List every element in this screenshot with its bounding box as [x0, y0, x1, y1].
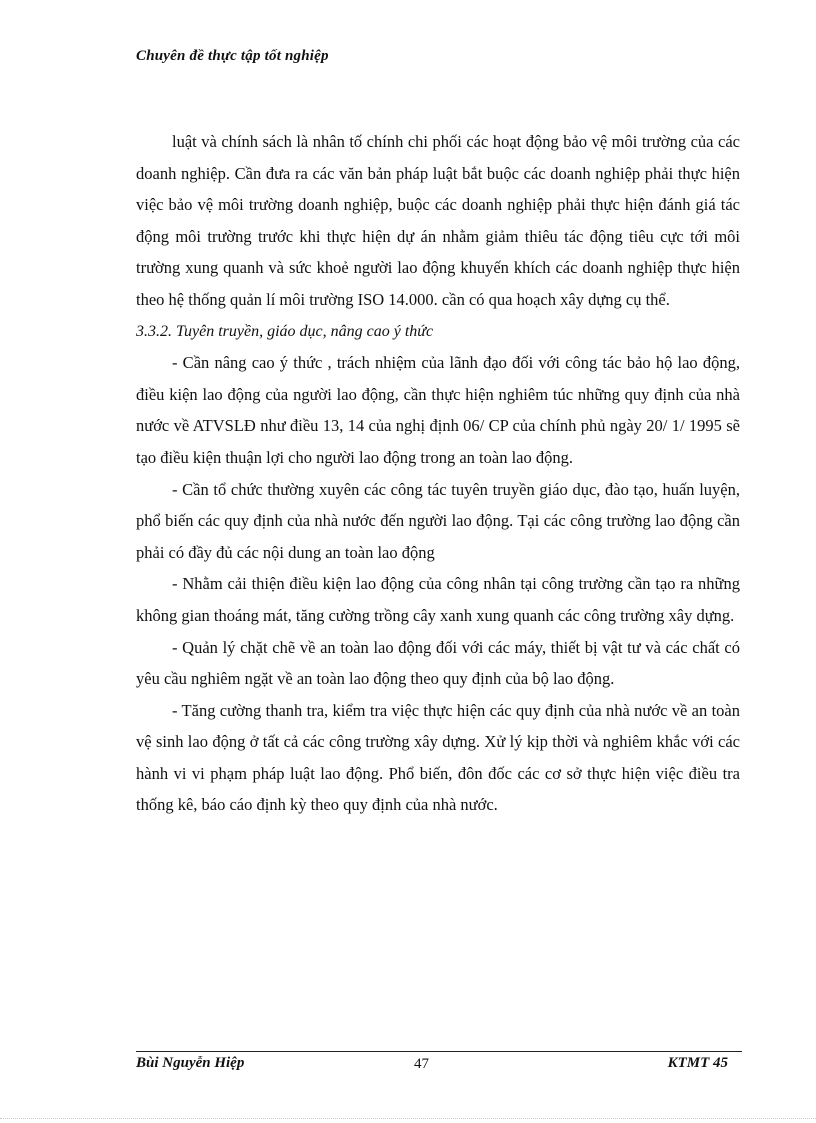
footer-author: Bùi Nguyễn Hiệp	[136, 1055, 245, 1071]
page-bottom-divider	[0, 1118, 816, 1119]
paragraph-5: - Quản lý chặt chẽ về an toàn lao động đối với các máy, thiết bị vật tư và các chất có yêu cầu nghiêm ngặt về an toàn lao động theo quy định của bộ lao động.	[136, 637, 740, 689]
paragraph-3: - Cần tổ chức thường xuyên các công tác tuyên truyền giáo dục, đào tạo, huấn luyện, phổ biến các quy định của nhà nước đến người lao động. Tại các công trường lao động cần phải có đầy đủ các nội dung an toàn lao động	[136, 479, 740, 562]
footer-class-code: KTMT 45	[667, 1055, 728, 1071]
page-number: 47	[414, 1056, 429, 1072]
footer-divider	[136, 1051, 742, 1052]
body-text	[136, 126, 740, 821]
paragraph-4: - Nhằm cải thiện điều kiện lao động của công nhân tại công trường cần tạo ra những không gian thoáng mát, tăng cường trồng cây xanh xung quanh các công trường xây dựng.	[136, 574, 740, 625]
paragraph-1: luật và chính sách là nhân tố chính chi phối các hoạt động bảo vệ môi trường của các doanh nghiệp. Cần đưa ra các văn bản pháp luật bắt buộc các doanh nghiệp phải thực hiện việc bảo vệ môi trường doanh nghiệp, buộc các doanh nghiệp phải thực hiện đánh giá tác động môi trường trước khi thực hiện dự án nhằm giảm thiêu tác động tiêu cực tới môi trường xung quanh và sức khoẻ người lao động khuyến khích các doanh nghiệp thực hiện theo hệ thống quản lí môi trường ISO 14.000. cần có qua hoạch xây dựng cụ thể.	[136, 132, 740, 309]
paragraph-6: - Tăng cường thanh tra, kiểm tra việc thực hiện các quy định của nhà nước về an toàn vệ sinh lao động ở tất cả các công trường xây dựng. Xử lý kịp thời và nghiêm khắc với các hành vi vi phạm pháp luật lao động. Phổ biến, đôn đốc các cơ sở thực hiện việc điều tra thống kê, báo cáo định kỳ theo quy định của nhà nước.	[136, 700, 740, 815]
section-heading: 3.3.2. Tuyên truyền, giáo dục, nâng cao ý thức	[136, 322, 434, 340]
footer	[136, 1055, 742, 1077]
header-title: Chuyên đề thực tập tốt nghiệp	[136, 48, 329, 64]
paragraph-2: - Cần nâng cao ý thức , trách nhiệm của lãnh đạo đối với công tác bảo hộ lao động, điều kiện lao động của người lao động, cần thực hiện nghiêm túc những quy định của nhà nước về ATVSLĐ như điều 13, 14 của nghị định 06/ CP của chính phủ ngày 20/ 1/ 1995 sẽ tạo điều kiện thuận lợi cho người lao động trong an toàn lao động.	[136, 353, 740, 467]
